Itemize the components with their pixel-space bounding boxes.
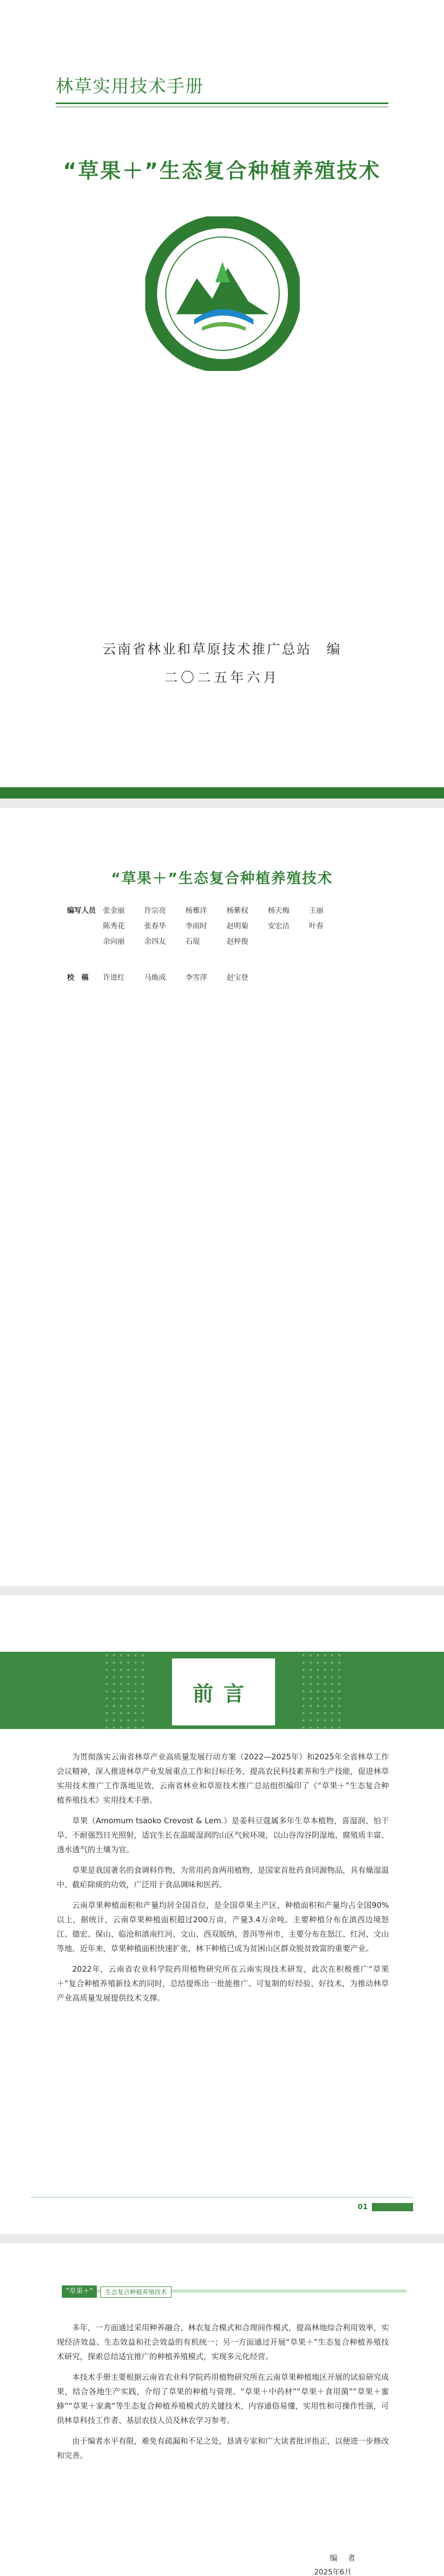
person-name: 张春华 <box>144 922 166 930</box>
person-name: 赵梓俊 <box>227 938 248 946</box>
paragraph: 草果（Amomum tsaoko Crevost & Lem.）是姜科豆蔻属多年生草本植物，喜湿润、怕干旱、不耐强烈日光照射，适宜生长在温暖湿润的山区气候环境，以山谷沟谷阴湿地、腐殖质丰富、透水透气的土壤为宜。 <box>57 1816 389 1854</box>
paragraph: 为贯彻落实云南省林草产业高质量发展行动方案（2022—2025年）和2025年全省林草工作会议精神，深入推进林草产业发展重点工作和目标任务，提高农民科技素养和生产技能，促进林草实用技术推广工作落地见效，云南省林业和草原技术推广总站组织编印了《“草果＋”生态复合种植养殖技术》实用技术手册。 <box>57 1752 389 1805</box>
page-gap <box>0 2234 444 2243</box>
editors-label: 编写人员 <box>67 907 96 915</box>
paragraph: 由于编者水平有限，难免有疏漏和不足之处，恳请专家和广大读者批评指正，以便进一步修改和完善。 <box>57 2436 389 2460</box>
page-number: 01 <box>358 2203 413 2211</box>
cover-page <box>0 0 444 799</box>
preface-continued-page <box>0 2243 444 2576</box>
paragraph: 云南草果种植面积和产量均居全国首位，是全国草果主产区，种植面积和产量均占全国90%以上，据统计，云南草果种植面积超过200万亩，产量3.4万余吨。主要种植分布在滇西边境怒江、德宏、保山、临沧和滇南红河、文山、西双版纳、普洱等州市，主要分布在怒江、红河、文山等地。近年来，草果种植面积快速扩张，林下种植已成为贫困山区群众脱贫致富的重要产业。 <box>57 1901 389 1953</box>
running-header-label: “草果＋” <box>62 2285 97 2298</box>
paragraph: 多年，一方面通过采用种养融合、林农复合模式和合理间作模式，提高林地综合利用效率，实现经济效益、生态效益和社会效益的有机统一；另一方面通过开展“草果＋”生态复合种植养殖技术研究，探索总结适宜推广的种植养殖模式，实现多元化经营。 <box>57 2323 389 2361</box>
person-name: 安宏洁 <box>268 922 289 930</box>
footer-line <box>31 2197 413 2198</box>
editorial-board <box>67 903 386 986</box>
editors-list <box>103 903 386 950</box>
person-name: 杨紫权 <box>227 907 248 915</box>
series-title-band <box>56 72 388 104</box>
paragraph: 2022年，云南省农业科学院药用植物研究所在云南实现技术研发，此次在积极推广“草果＋”复合种植养殖新技术的同时，总结提炼出一批能推广、可复制的好经验、好技术，为推动林草产业高质量发展提供技术支撑。 <box>57 1964 389 2003</box>
person-name: 叶春 <box>309 922 323 930</box>
running-header-title: 生态复合种植养殖技术 <box>100 2286 172 2298</box>
person-name: 王丽 <box>309 907 323 915</box>
cover-title: “草果＋”生态复合种植养殖技术 <box>63 159 381 183</box>
person-name: 赵明菊 <box>227 922 248 930</box>
page-number-bar <box>372 2203 413 2211</box>
forestry-logo-icon <box>145 216 300 371</box>
publisher: 云南省林业和草原技术推广总站 编 <box>102 642 341 657</box>
preface-page <box>0 1595 444 2234</box>
series-title: 林草实用技术手册 <box>56 76 204 97</box>
signature: 编者 <box>330 2553 366 2563</box>
preface-heading: 前言 <box>193 1682 254 1706</box>
reviewers-list <box>103 970 386 986</box>
editorial-page <box>0 808 444 1586</box>
publish-date: 二〇二五年六月 <box>164 670 280 686</box>
person-name: 余四友 <box>144 938 166 946</box>
cover-bottom-bar <box>0 787 444 799</box>
person-name: 石琨 <box>185 938 200 946</box>
reviewers-label: 校 稿 <box>67 974 89 982</box>
paragraph: 本技术手册主要根据云南省农业科学院药用植物研究所在云南草果种植地区开展的试验研究成果，结合各地生产实践，介绍了草果的种植与管理、“草果＋中药材”“草果＋食用菌”“草果＋蜜蜂”“草果＋家禽”等生态复合种植养殖模式的关键技术，内容通俗易懂，实用性和可操作性强，可供林草科技工作者、基层农技人员及林农学习参考。 <box>57 2372 389 2425</box>
page-gap <box>0 1586 444 1595</box>
person-name: 陈秀花 <box>103 922 125 930</box>
person-name: 许进红 <box>103 974 125 982</box>
person-name: 许宗亮 <box>144 907 166 915</box>
person-name: 李雪萍 <box>185 974 207 982</box>
person-name: 李雨时 <box>185 922 207 930</box>
person-name: 杨天梅 <box>268 907 289 915</box>
preface-body <box>57 1750 389 2011</box>
preface-body-continued <box>57 2320 389 2469</box>
person-name: 马焕成 <box>144 974 166 982</box>
person-name: 余向丽 <box>103 938 125 946</box>
preface-heading-box <box>170 1657 277 1727</box>
signature-date: 2025年6月 <box>314 2568 352 2576</box>
paragraph: 草果是我国著名的食调料作物，为常用药食两用植物，是国家首批药食同源物品，具有燥湿温中、截疟除痰的功效，广泛用于食品调味和医药。 <box>57 1866 389 1889</box>
running-header <box>0 2283 444 2300</box>
person-name: 张金丽 <box>103 907 125 915</box>
editorial-title: “草果＋”生态复合种植养殖技术 <box>111 870 333 887</box>
page-gap <box>0 799 444 808</box>
person-name: 赵宝登 <box>227 974 248 982</box>
person-name: 杨雅洋 <box>185 907 207 915</box>
